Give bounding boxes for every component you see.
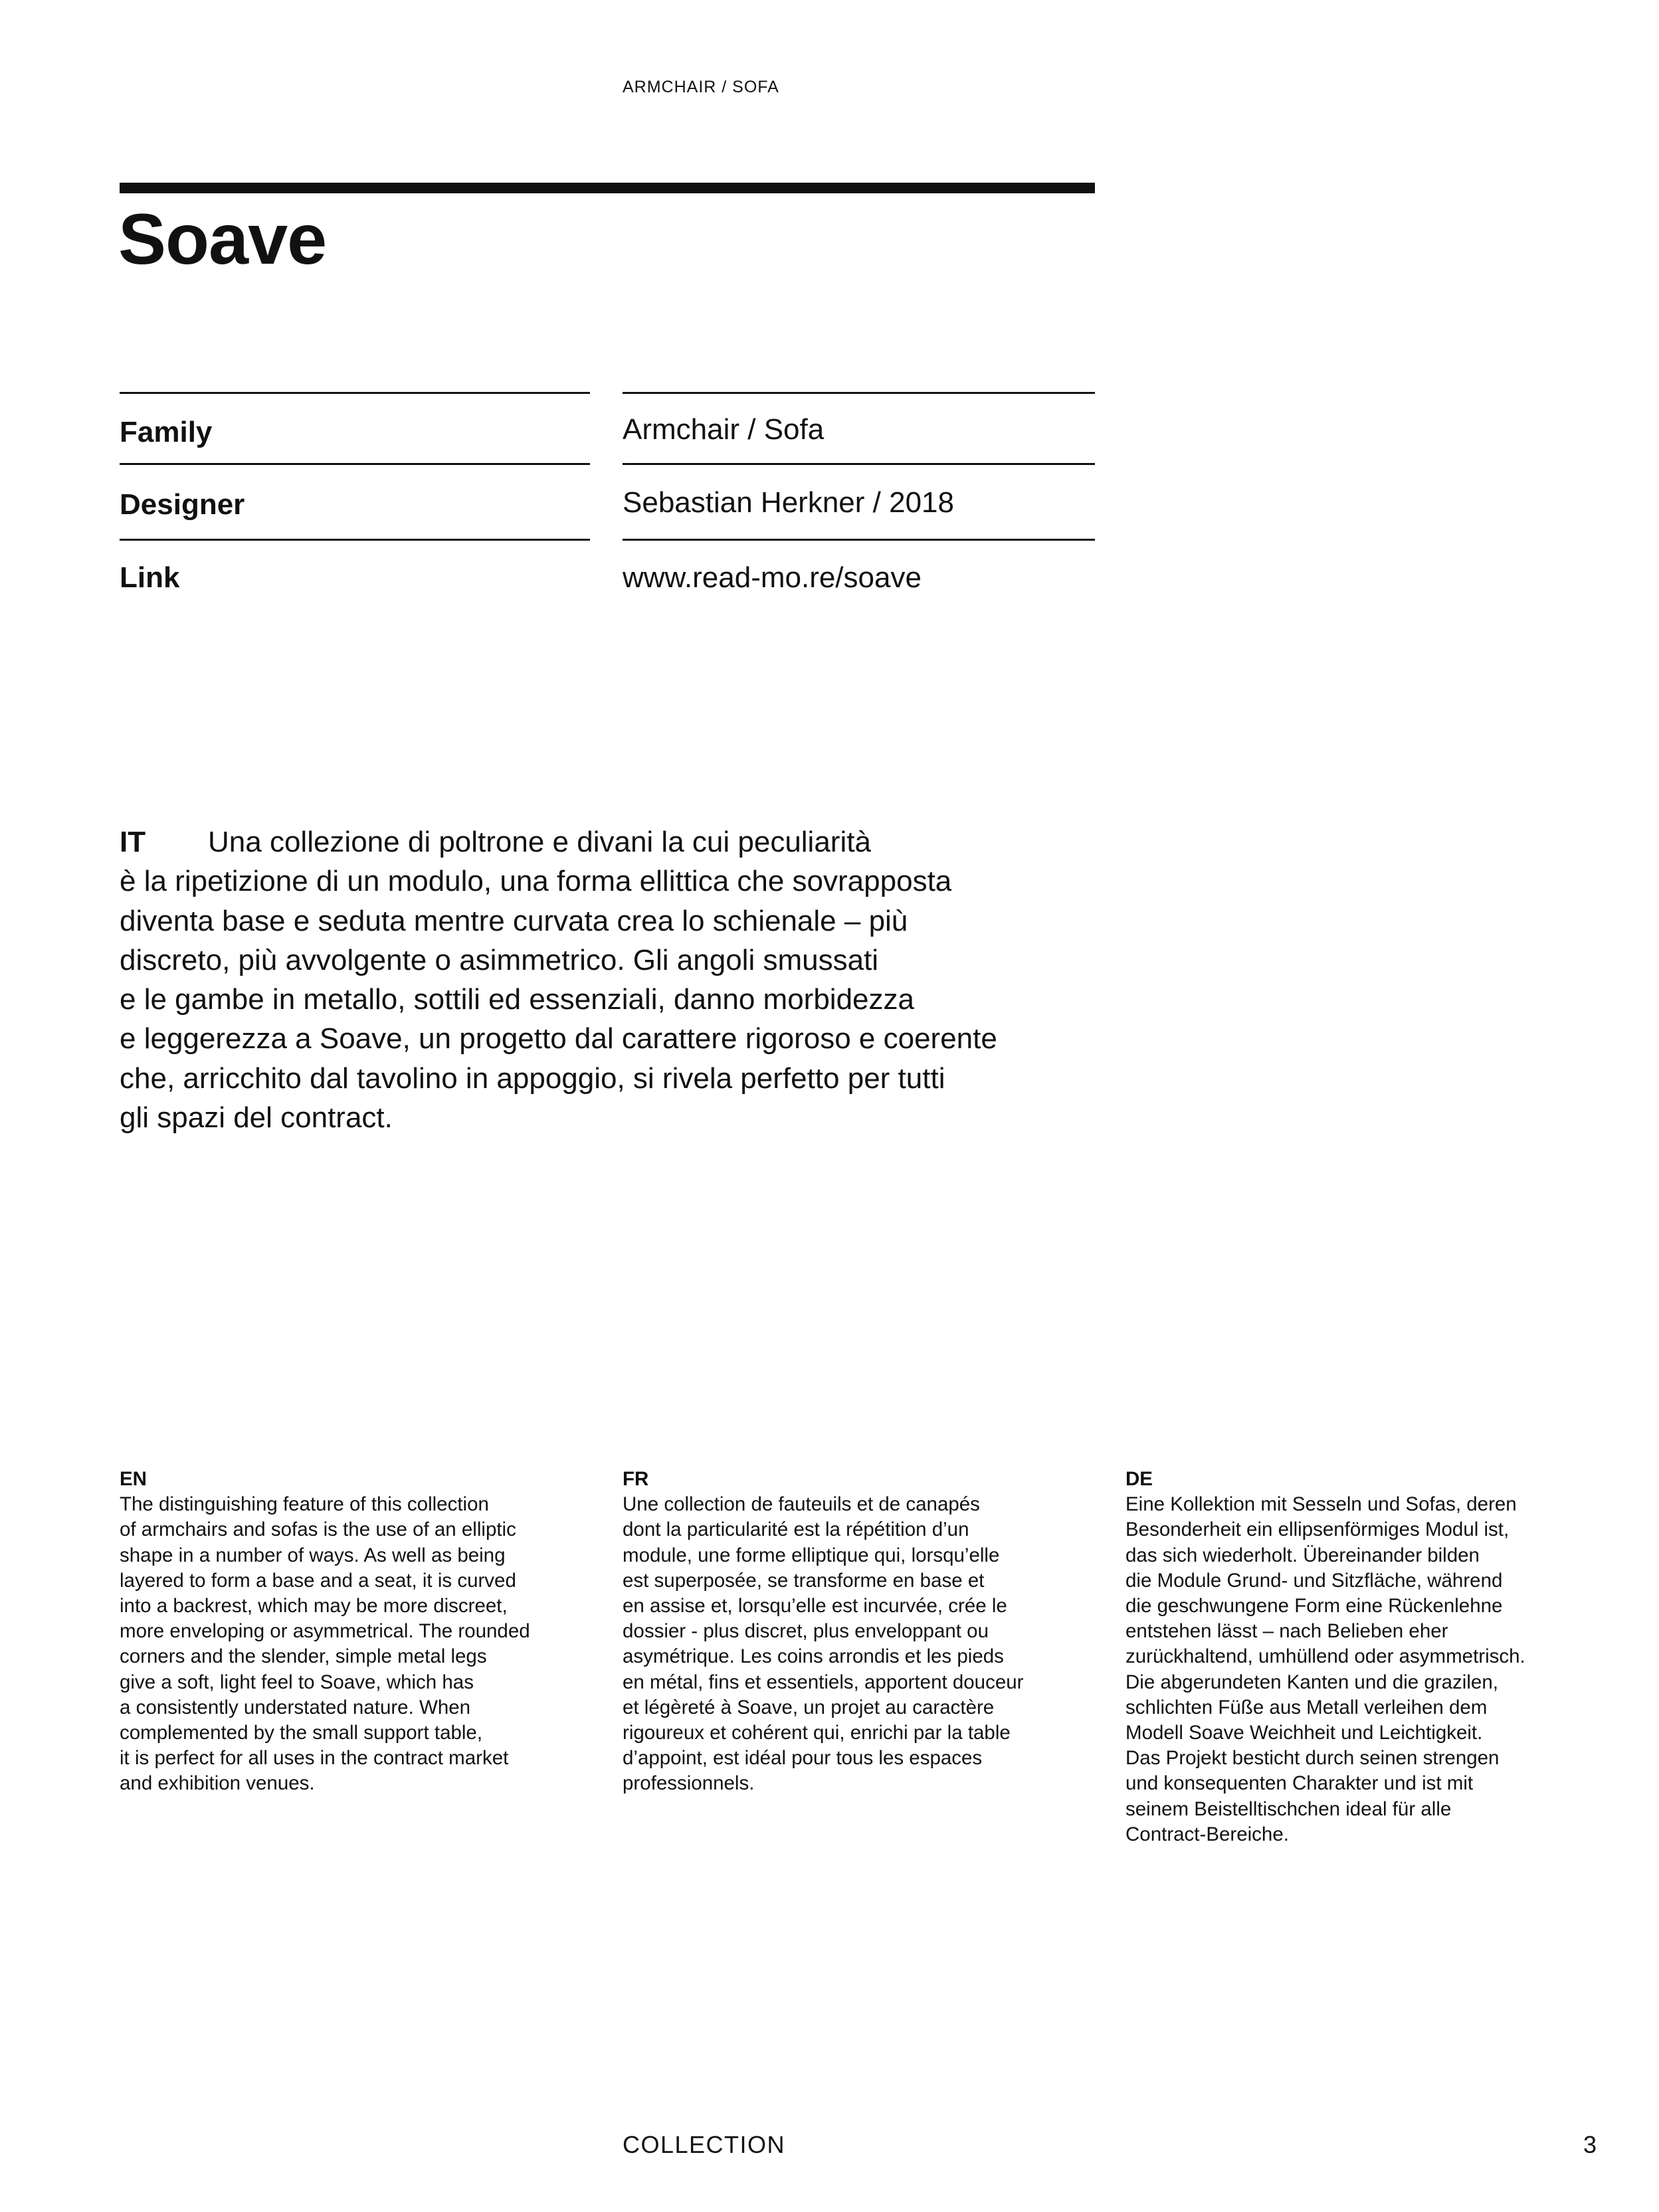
de-line: das sich wiederholt. Übereinander bilden (1125, 1544, 1480, 1566)
de-line: Die abgerundeten Kanten und die grazilen, (1125, 1671, 1498, 1693)
meta-label-designer: Designer (120, 488, 245, 521)
it-line (120, 822, 1116, 862)
meta-rule-1-left (120, 463, 590, 465)
en-line: and exhibition venues. (120, 1772, 315, 1795)
it-line: e le gambe in metallo, sottili ed essenziali, danno morbidezza (120, 983, 914, 1016)
de-line: Besonderheit ein ellipsenförmiges Modul ist, (1125, 1519, 1510, 1541)
meta-rule-top-left (120, 392, 590, 394)
de-line: die Module Grund- und Sitzfläche, während (1125, 1569, 1503, 1592)
fr-line: dont la particularité est la répétition d’un (623, 1519, 969, 1541)
it-line: gli spazi del contract. (120, 1101, 393, 1135)
en-line: corners and the slender, simple metal legs (120, 1645, 487, 1668)
en-line: layered to form a base and a seat, it is curved (120, 1569, 516, 1592)
en-line: complemented by the small support table, (120, 1722, 483, 1744)
fr-line: module, une forme elliptique qui, lorsqu’elle (623, 1544, 1000, 1566)
en-column (120, 1467, 598, 1797)
en-line: of armchairs and sofas is the use of an elliptic (120, 1519, 516, 1541)
fr-line: asymétrique. Les coins arrondis et les pieds (623, 1645, 1004, 1668)
fr-line: rigoureux et cohérent qui, enrichi par la table (623, 1722, 1011, 1744)
de-line: Das Projekt besticht durch seinen strengen (1125, 1747, 1500, 1770)
fr-lang-code: FR (623, 1468, 649, 1490)
it-line: e leggerezza a Soave, un progetto dal carattere rigoroso e coerente (120, 1022, 997, 1056)
en-line: a consistently understated nature. When (120, 1696, 471, 1718)
fr-line: Une collection de fauteuils et de canapés (623, 1493, 980, 1516)
meta-label-link: Link (120, 561, 180, 594)
de-line: zurückhaltend, umhüllend oder asymmetrisch. (1125, 1645, 1525, 1668)
fr-line: en métal, fins et essentiels, apportent douceur (623, 1671, 1024, 1693)
fr-line: dossier - plus discret, plus enveloppant ou (623, 1620, 989, 1643)
en-line: give a soft, light feel to Soave, which has (120, 1671, 474, 1693)
en-line: it is perfect for all uses in the contract market (120, 1747, 509, 1770)
de-line: seinem Beistelltischchen ideal für alle (1125, 1797, 1452, 1820)
page-title: Soave (118, 199, 327, 279)
de-line: schlichten Füße aus Metall verleihen dem (1125, 1696, 1488, 1718)
de-lang-code: DE (1125, 1468, 1153, 1490)
it-line: diventa base e seduta mentre curvata crea lo schienale – più (120, 904, 908, 937)
it-description (120, 822, 1116, 1137)
meta-rule-1-right (623, 463, 1095, 465)
category-label: ARMCHAIR / SOFA (623, 78, 779, 96)
it-lang-code: IT (120, 826, 146, 858)
meta-rule-top-right (623, 392, 1095, 394)
page-number: 3 (1583, 2131, 1597, 2158)
meta-rule-2-left (120, 539, 590, 541)
en-line: The distinguishing feature of this collection (120, 1493, 489, 1516)
de-line: Contract-Bereiche. (1125, 1823, 1289, 1845)
meta-value-link[interactable]: www.read-mo.re/soave (623, 561, 922, 594)
footer-section-label: COLLECTION (623, 2131, 786, 2158)
meta-value-family: Armchair / Sofa (623, 413, 825, 446)
fr-line: d’appoint, est idéal pour tous les espaces (623, 1747, 983, 1770)
meta-rule-2-right (623, 539, 1095, 541)
meta-value-designer: Sebastian Herkner / 2018 (623, 486, 954, 519)
fr-line: en assise et, lorsqu’elle est incurvée, crée le (623, 1595, 1007, 1617)
de-line: entstehen lässt – nach Belieben eher (1125, 1620, 1448, 1643)
de-line: Modell Soave Weichheit und Leichtigkeit. (1125, 1722, 1483, 1744)
de-line: Eine Kollektion mit Sesseln und Sofas, deren (1125, 1493, 1517, 1516)
meta-label-family: Family (120, 416, 213, 448)
it-line: è la ripetizione di un modulo, una forma ellittica che sovrapposta (120, 865, 952, 898)
it-line-text: Una collezione di poltrone e divani la cui peculiarità (208, 826, 871, 858)
de-line: die geschwungene Form eine Rückenlehne (1125, 1595, 1503, 1617)
title-rule (120, 183, 1095, 193)
fr-line: est superposée, se transforme en base et (623, 1569, 985, 1592)
en-line: shape in a number of ways. As well as being (120, 1544, 506, 1566)
fr-line: professionnels. (623, 1772, 755, 1795)
en-line: more enveloping or asymmetrical. The rounded (120, 1620, 530, 1643)
de-column (1125, 1467, 1604, 1847)
fr-column (623, 1467, 1101, 1797)
de-line: und konsequenten Charakter und ist mit (1125, 1772, 1474, 1795)
it-line: che, arricchito dal tavolino in appoggio, si rivela perfetto per tutti (120, 1061, 945, 1095)
en-line: into a backrest, which may be more discreet, (120, 1595, 508, 1617)
en-lang-code: EN (120, 1468, 147, 1490)
fr-line: et légèreté à Soave, un projet au caractère (623, 1696, 995, 1718)
it-line: discreto, più avvolgente o asimmetrico. Gli angoli smussati (120, 943, 879, 976)
